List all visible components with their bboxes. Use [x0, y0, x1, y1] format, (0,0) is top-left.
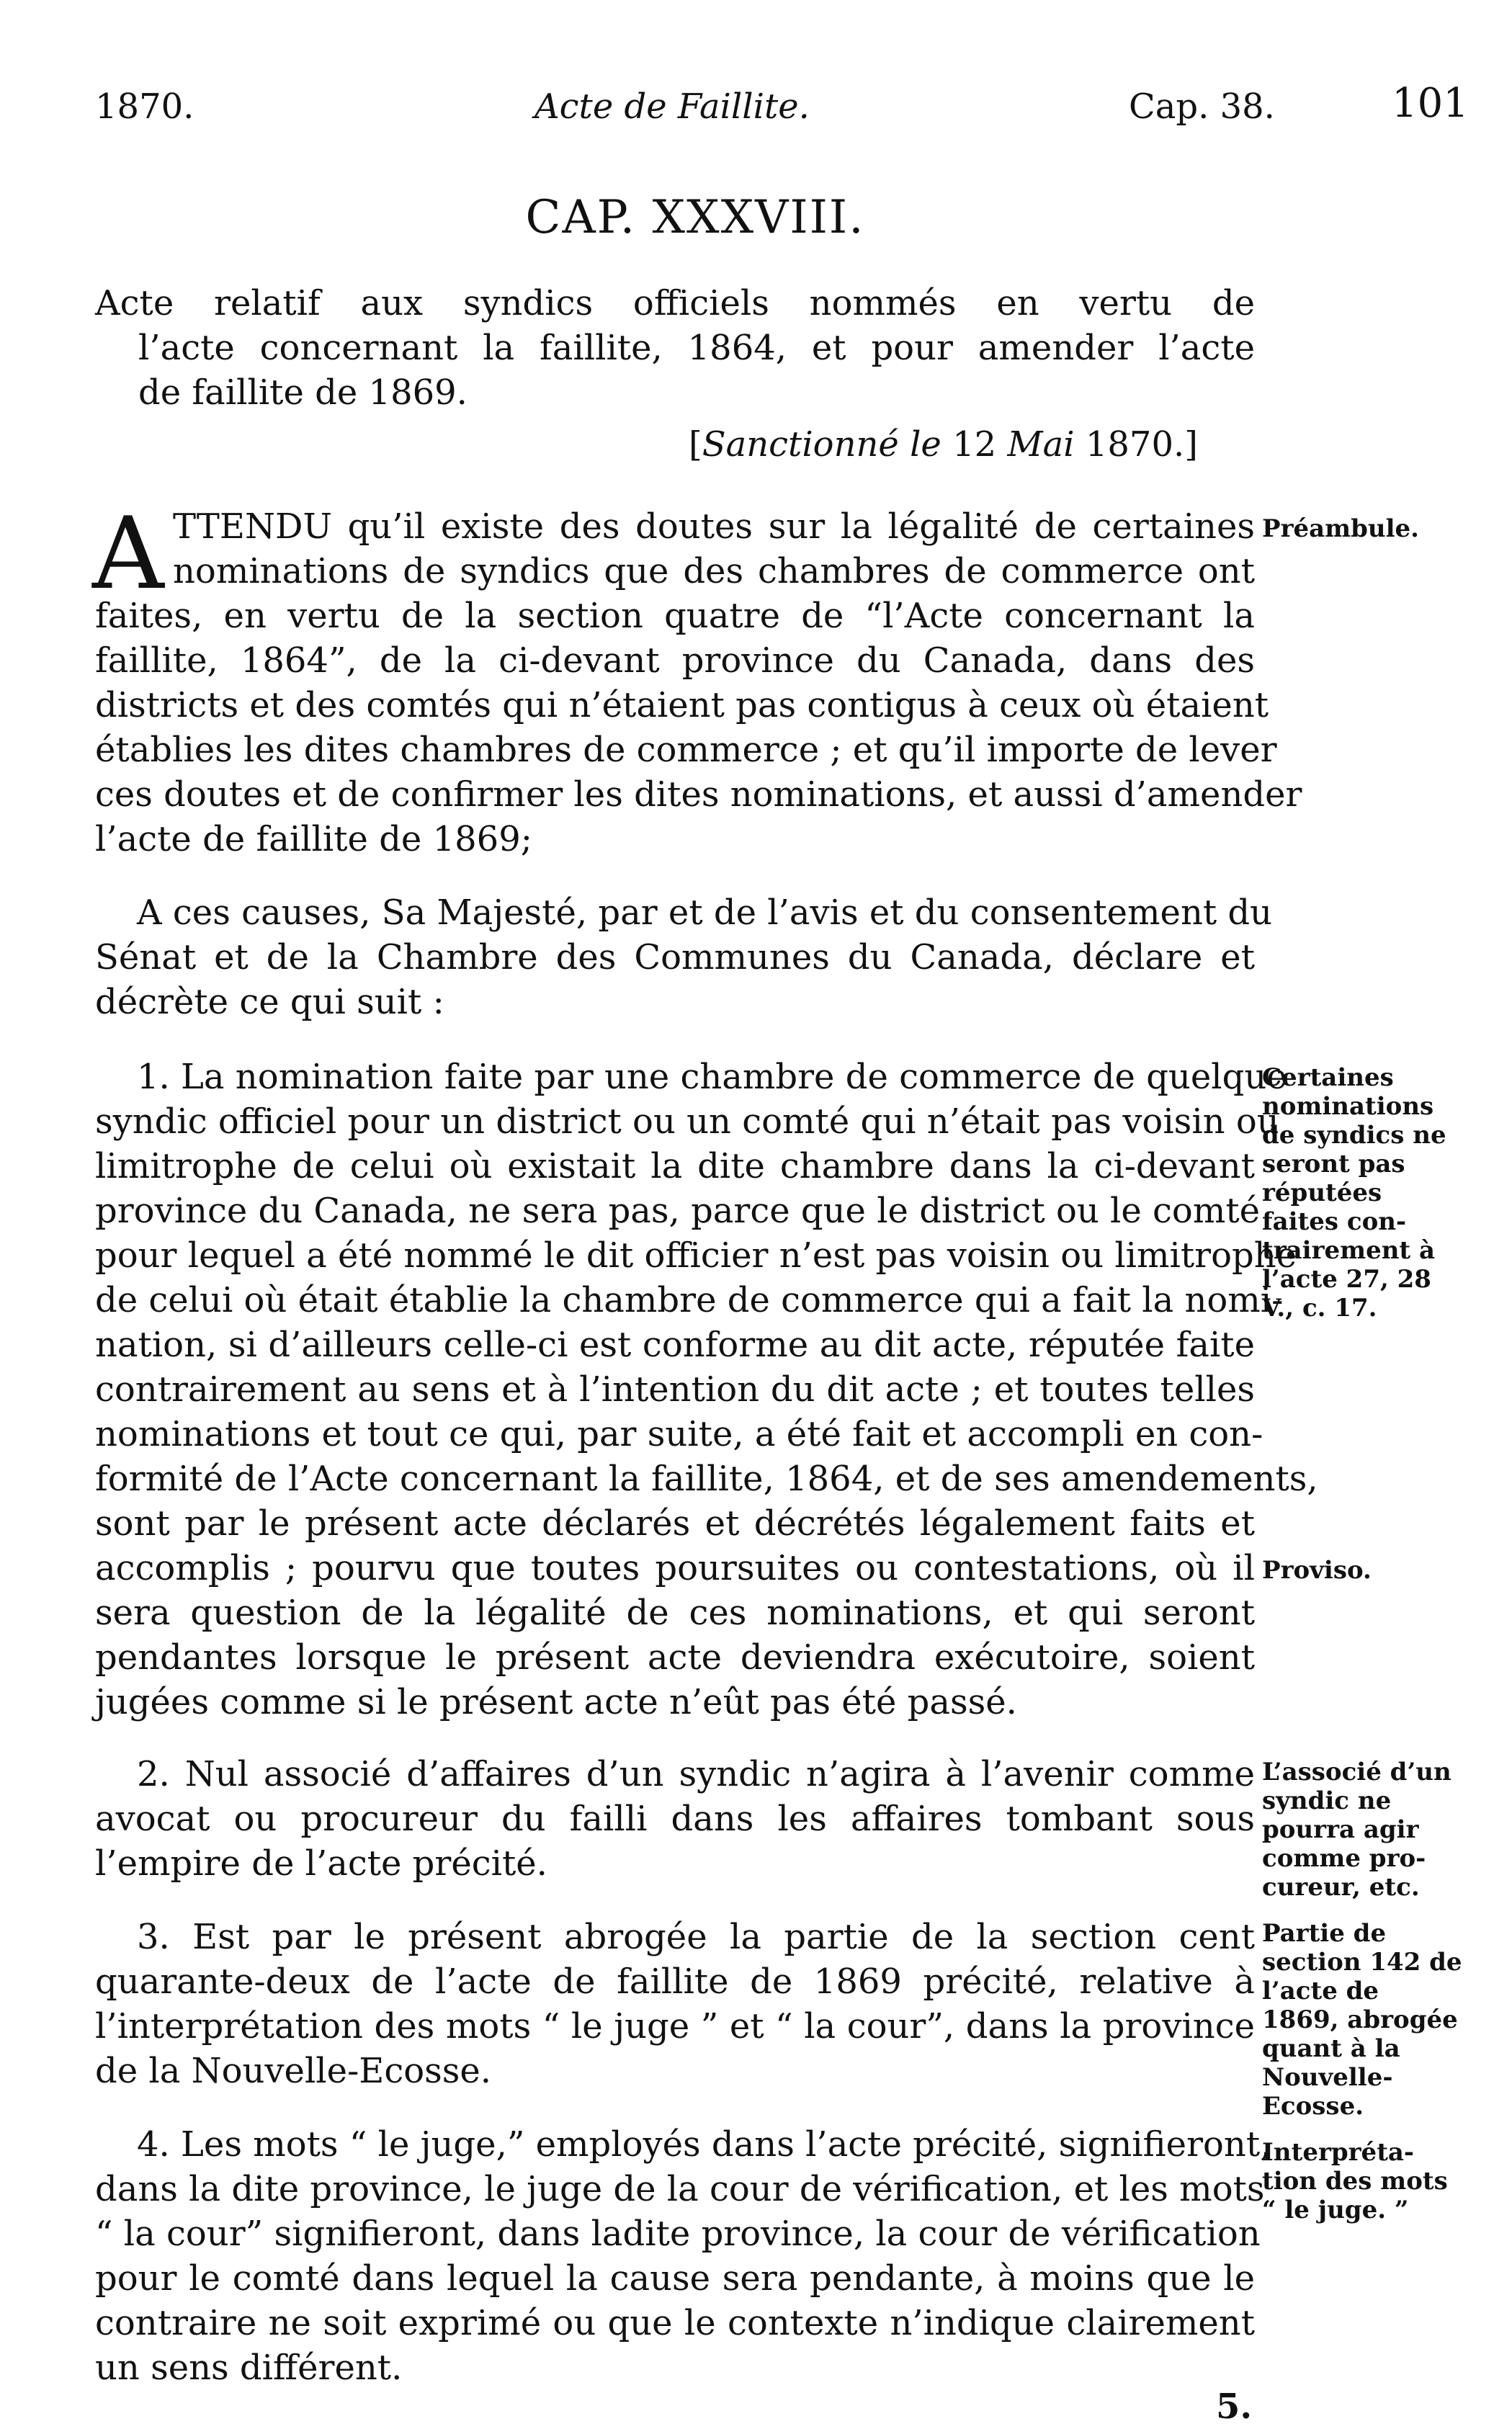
- preamble-line: faites, en vertu de la section quatre de “l’Acte concernant la: [95, 596, 1255, 636]
- section-3-line: l’interprétation des mots “ le juge ” et “ la cour”, dans la province: [95, 2006, 1255, 2046]
- section-3-line: 3. Est par le présent abrogée la partie de la section cent: [137, 1917, 1255, 1957]
- long-title-line: Acte relatif aux syndics officiels nommés en vertu de: [95, 283, 1255, 323]
- long-title-line: l’acte concernant la faillite, 1864, et pour amender l’acte: [138, 328, 1255, 368]
- preamble-line: l’acte de faillite de 1869;: [95, 819, 532, 859]
- margin-note-associe: L’associé d’un syndic ne pourra agir comme pro- cureur, etc.: [1262, 1758, 1451, 1902]
- section-1-line: pour lequel a été nommé le dit officier n’est pas voisin ou limitrophe: [95, 1235, 1297, 1276]
- margin-note-proviso: Proviso.: [1262, 1556, 1372, 1585]
- section-1-line: province du Canada, ne sera pas, parce que le district ou le comté: [95, 1191, 1261, 1231]
- long-title-line: de faillite de 1869.: [138, 372, 468, 413]
- sanction-date: [Sanctionné le 12 Mai 1870.]: [689, 424, 1198, 465]
- drop-cap: A: [92, 496, 164, 612]
- section-1-line: 1. La nomination faite par une chambre de commerce de quelque: [137, 1057, 1287, 1097]
- section-4-line: contraire ne soit exprimé ou que le contexte n’indique clairement: [95, 2303, 1255, 2343]
- margin-note-preamble: Préambule.: [1262, 514, 1419, 543]
- margin-note-certaines-nominations: Certaines nominations de syndics ne seront pas réputées faites con- trairement à l’acte 27, 28 V., c. 17.: [1262, 1063, 1446, 1323]
- section-4-line: 4. Les mots “ le juge,” employés dans l’acte précité, signifieront,: [137, 2124, 1271, 2165]
- section-1-line: syndic officiel pour un district ou un comté qui n’était pas voisin ou: [95, 1101, 1279, 1142]
- section-1-line: contrairement au sens et à l’intention du dit acte ; et toutes telles: [95, 1369, 1255, 1410]
- chapter-heading: CAP. XXXVIII.: [525, 191, 865, 244]
- section-1-line: limitrophe de celui où existait la dite chambre dans la ci-devant: [95, 1146, 1255, 1186]
- preamble-line: établies les dites chambres de commerce ; et qu’il importe de lever: [95, 730, 1277, 770]
- header-year: 1870.: [95, 86, 194, 127]
- preamble-line: TTENDU qu’il existe des doutes sur la légalité de certaines: [173, 506, 1255, 547]
- preamble-line: ces doutes et de confirmer les dites nominations, et aussi d’amender: [95, 774, 1302, 815]
- header-chapter: Cap. 38.: [1129, 86, 1275, 127]
- enacting-clause-line: décrète ce qui suit :: [95, 982, 444, 1022]
- margin-note-interpretation: Interpréta- tion des mots “ le juge. ”: [1262, 2138, 1448, 2224]
- section-3-line: de la Nouvelle-Ecosse.: [95, 2051, 492, 2091]
- section-1-line: pendantes lorsque le présent acte deviendra exécutoire, soient: [95, 1637, 1255, 1678]
- section-4-line: un sens différent.: [95, 2348, 403, 2388]
- catchword: 5.: [1216, 2386, 1253, 2427]
- section-2-line: avocat ou procureur du failli dans les affaires tombant sous: [95, 1799, 1255, 1839]
- section-4-line: pour le comté dans lequel la cause sera pendante, à moins que le: [95, 2258, 1255, 2299]
- page-number: 101: [1392, 80, 1469, 127]
- section-4-line: dans la dite province, le juge de la cour de vérification, et les mots: [95, 2169, 1265, 2209]
- section-3-line: quarante-deux de l’acte de faillite de 1869 précité, relative à: [95, 1961, 1255, 2002]
- preamble-line: districts et des comtés qui n’étaient pas contigus à ceux où étaient: [95, 685, 1269, 725]
- section-1-line: accomplis ; pourvu que toutes poursuites ou contestations, où il: [95, 1548, 1255, 1588]
- section-1-line: formité de l’Acte concernant la faillite, 1864, et de ses amendements,: [95, 1459, 1318, 1499]
- section-1-line: sont par le présent acte déclarés et décrétés légalement faits et: [95, 1503, 1255, 1544]
- section-1-line: jugées comme si le présent acte n’eût pas été passé.: [95, 1682, 1017, 1722]
- section-1-line: sera question de la légalité de ces nominations, et qui seront: [95, 1593, 1255, 1633]
- margin-note-partie-section-142: Partie de section 142 de l’acte de 1869, abrogée quant à la Nouvelle- Ecosse.: [1262, 1919, 1462, 2121]
- section-2-line: l’empire de l’acte précité.: [95, 1843, 547, 1884]
- section-4-line: “ la cour” signifieront, dans ladite province, la cour de vérification: [95, 2214, 1261, 2254]
- header-act-title: Acte de Faillite.: [534, 86, 810, 127]
- section-1-line: nominations et tout ce qui, par suite, a été fait et accompli en con-: [95, 1414, 1263, 1454]
- section-1-line: nation, si d’ailleurs celle-ci est conforme au dit acte, réputée faite: [95, 1325, 1255, 1365]
- enacting-clause-line: A ces causes, Sa Majesté, par et de l’avis et du consentement du: [137, 893, 1273, 933]
- preamble-line: nominations de syndics que des chambres de commerce ont: [173, 551, 1255, 591]
- section-1-line: de celui où était établie la chambre de commerce qui a fait la nomi-: [95, 1280, 1284, 1320]
- preamble-line: faillite, 1864”, de la ci-devant province du Canada, dans des: [95, 640, 1255, 681]
- enacting-clause-line: Sénat et de la Chambre des Communes du Canada, déclare et: [95, 937, 1255, 978]
- section-2-line: 2. Nul associé d’affaires d’un syndic n’agira à l’avenir comme: [137, 1754, 1255, 1794]
